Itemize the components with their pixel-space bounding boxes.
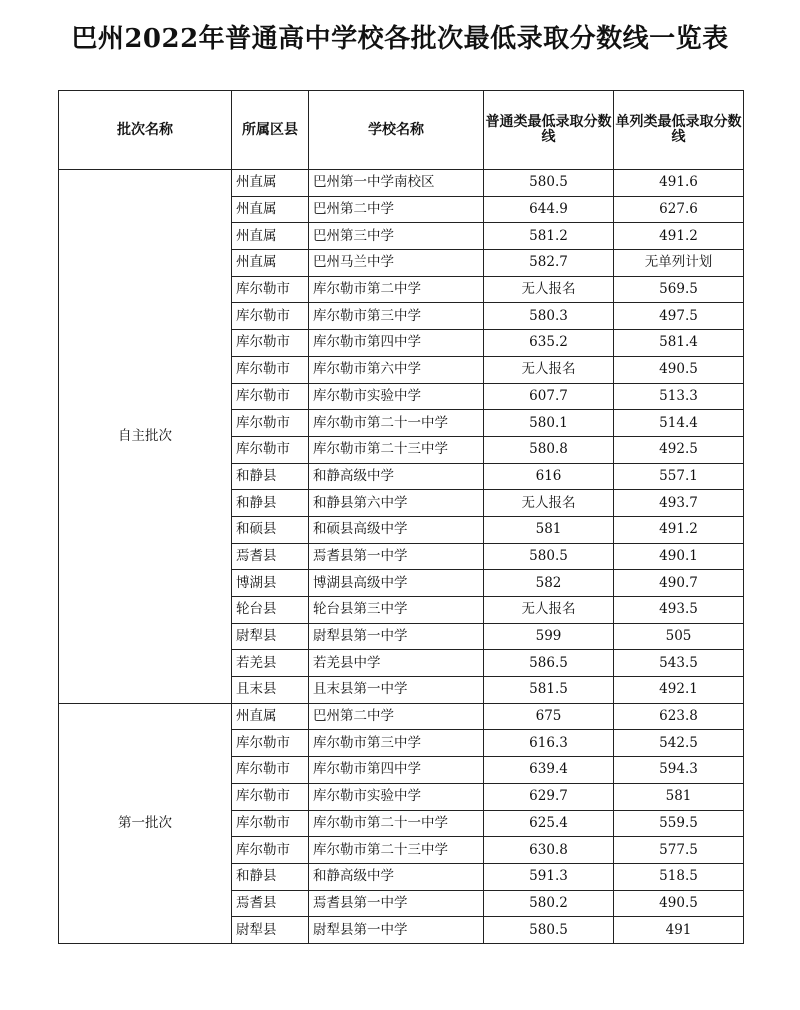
table-row (59, 703, 744, 730)
separate-score-cell: 581.4 (614, 330, 744, 357)
regular-score-cell: 无人报名 (484, 597, 614, 624)
district-cell: 若羌县 (232, 650, 309, 677)
regular-score-cell: 无人报名 (484, 490, 614, 517)
school-name-cell: 库尔勒市第二十一中学 (309, 410, 484, 437)
regular-score-cell: 582.7 (484, 250, 614, 277)
admission-score-table (58, 90, 744, 944)
separate-score-cell: 490.5 (614, 356, 744, 383)
school-name-cell: 库尔勒市第六中学 (309, 356, 484, 383)
school-name-cell: 和静县第六中学 (309, 490, 484, 517)
school-name-cell: 库尔勒市第二十三中学 (309, 837, 484, 864)
school-name-cell: 库尔勒市第二十一中学 (309, 810, 484, 837)
district-cell: 库尔勒市 (232, 783, 309, 810)
regular-score-cell: 581.2 (484, 223, 614, 250)
regular-score-cell: 581.5 (484, 677, 614, 704)
regular-score-cell: 580.5 (484, 170, 614, 197)
separate-score-cell: 490.5 (614, 890, 744, 917)
district-cell: 和静县 (232, 863, 309, 890)
separate-score-cell: 559.5 (614, 810, 744, 837)
regular-score-cell: 639.4 (484, 757, 614, 784)
regular-score-cell: 644.9 (484, 196, 614, 223)
separate-score-cell: 557.1 (614, 463, 744, 490)
school-name-cell: 尉犁县第一中学 (309, 623, 484, 650)
district-cell: 库尔勒市 (232, 436, 309, 463)
school-name-cell: 库尔勒市实验中学 (309, 383, 484, 410)
district-cell: 库尔勒市 (232, 757, 309, 784)
district-cell: 州直属 (232, 250, 309, 277)
school-name-cell: 和静高级中学 (309, 463, 484, 490)
district-cell: 轮台县 (232, 597, 309, 624)
table-header-row (59, 91, 744, 170)
regular-score-cell: 582 (484, 570, 614, 597)
district-cell: 州直属 (232, 170, 309, 197)
district-cell: 尉犁县 (232, 623, 309, 650)
school-name-cell: 巴州马兰中学 (309, 250, 484, 277)
regular-score-cell: 630.8 (484, 837, 614, 864)
district-cell: 和静县 (232, 490, 309, 517)
header-school-name: 学校名称 (309, 91, 484, 170)
district-cell: 焉耆县 (232, 890, 309, 917)
regular-score-cell: 625.4 (484, 810, 614, 837)
district-cell: 库尔勒市 (232, 356, 309, 383)
separate-score-cell: 569.5 (614, 276, 744, 303)
separate-score-cell: 490.7 (614, 570, 744, 597)
school-name-cell: 巴州第一中学南校区 (309, 170, 484, 197)
separate-score-cell: 513.3 (614, 383, 744, 410)
separate-score-cell: 无单列计划 (614, 250, 744, 277)
regular-score-cell: 无人报名 (484, 276, 614, 303)
separate-score-cell: 542.5 (614, 730, 744, 757)
separate-score-cell: 492.5 (614, 436, 744, 463)
regular-score-cell: 629.7 (484, 783, 614, 810)
district-cell: 库尔勒市 (232, 276, 309, 303)
batch-name-cell: 自主批次 (59, 170, 232, 704)
school-name-cell: 巴州第二中学 (309, 703, 484, 730)
district-cell: 博湖县 (232, 570, 309, 597)
regular-score-cell: 无人报名 (484, 356, 614, 383)
district-cell: 焉耆县 (232, 543, 309, 570)
regular-score-cell: 586.5 (484, 650, 614, 677)
district-cell: 州直属 (232, 703, 309, 730)
school-name-cell: 尉犁县第一中学 (309, 917, 484, 944)
separate-score-cell: 490.1 (614, 543, 744, 570)
school-name-cell: 巴州第二中学 (309, 196, 484, 223)
district-cell: 库尔勒市 (232, 410, 309, 437)
batch-name-cell: 第一批次 (59, 703, 232, 943)
district-cell: 库尔勒市 (232, 837, 309, 864)
district-cell: 和静县 (232, 463, 309, 490)
school-name-cell: 焉耆县第一中学 (309, 890, 484, 917)
school-name-cell: 博湖县高级中学 (309, 570, 484, 597)
school-name-cell: 库尔勒市第三中学 (309, 730, 484, 757)
separate-score-cell: 491.2 (614, 223, 744, 250)
regular-score-cell: 591.3 (484, 863, 614, 890)
school-name-cell: 焉耆县第一中学 (309, 543, 484, 570)
header-district: 所属区县 (232, 91, 309, 170)
regular-score-cell: 616 (484, 463, 614, 490)
separate-score-cell: 492.1 (614, 677, 744, 704)
district-cell: 且末县 (232, 677, 309, 704)
district-cell: 库尔勒市 (232, 383, 309, 410)
district-cell: 库尔勒市 (232, 330, 309, 357)
separate-score-cell: 623.8 (614, 703, 744, 730)
regular-score-cell: 607.7 (484, 383, 614, 410)
school-name-cell: 轮台县第三中学 (309, 597, 484, 624)
school-name-cell: 若羌县中学 (309, 650, 484, 677)
separate-score-cell: 594.3 (614, 757, 744, 784)
separate-score-cell: 497.5 (614, 303, 744, 330)
separate-score-cell: 493.7 (614, 490, 744, 517)
separate-score-cell: 627.6 (614, 196, 744, 223)
school-name-cell: 库尔勒市第二十三中学 (309, 436, 484, 463)
district-cell: 尉犁县 (232, 917, 309, 944)
separate-score-cell: 514.4 (614, 410, 744, 437)
header-batch-name: 批次名称 (59, 91, 232, 170)
school-name-cell: 库尔勒市第三中学 (309, 303, 484, 330)
district-cell: 库尔勒市 (232, 303, 309, 330)
regular-score-cell: 635.2 (484, 330, 614, 357)
district-cell: 库尔勒市 (232, 730, 309, 757)
separate-score-cell: 491 (614, 917, 744, 944)
school-name-cell: 库尔勒市实验中学 (309, 783, 484, 810)
regular-score-cell: 580.8 (484, 436, 614, 463)
separate-score-cell: 493.5 (614, 597, 744, 624)
regular-score-cell: 675 (484, 703, 614, 730)
table-row (59, 170, 744, 197)
separate-score-cell: 505 (614, 623, 744, 650)
regular-score-cell: 599 (484, 623, 614, 650)
separate-score-cell: 491.6 (614, 170, 744, 197)
table-body (59, 170, 744, 944)
header-separate-score: 单列类最低录取分数线 (614, 91, 744, 170)
regular-score-cell: 580.3 (484, 303, 614, 330)
school-name-cell: 和静高级中学 (309, 863, 484, 890)
school-name-cell: 和硕县高级中学 (309, 516, 484, 543)
regular-score-cell: 581 (484, 516, 614, 543)
school-name-cell: 库尔勒市第四中学 (309, 330, 484, 357)
school-name-cell: 巴州第三中学 (309, 223, 484, 250)
regular-score-cell: 580.2 (484, 890, 614, 917)
separate-score-cell: 491.2 (614, 516, 744, 543)
header-regular-score: 普通类最低录取分数线 (484, 91, 614, 170)
regular-score-cell: 580.5 (484, 917, 614, 944)
regular-score-cell: 580.1 (484, 410, 614, 437)
district-cell: 和硕县 (232, 516, 309, 543)
page-title: 巴州2022年普通高中学校各批次最低录取分数线一览表 (71, 24, 729, 54)
separate-score-cell: 581 (614, 783, 744, 810)
district-cell: 州直属 (232, 196, 309, 223)
separate-score-cell: 577.5 (614, 837, 744, 864)
school-name-cell: 库尔勒市第四中学 (309, 757, 484, 784)
regular-score-cell: 616.3 (484, 730, 614, 757)
district-cell: 州直属 (232, 223, 309, 250)
regular-score-cell: 580.5 (484, 543, 614, 570)
district-cell: 库尔勒市 (232, 810, 309, 837)
school-name-cell: 库尔勒市第二中学 (309, 276, 484, 303)
separate-score-cell: 543.5 (614, 650, 744, 677)
separate-score-cell: 518.5 (614, 863, 744, 890)
school-name-cell: 且末县第一中学 (309, 677, 484, 704)
